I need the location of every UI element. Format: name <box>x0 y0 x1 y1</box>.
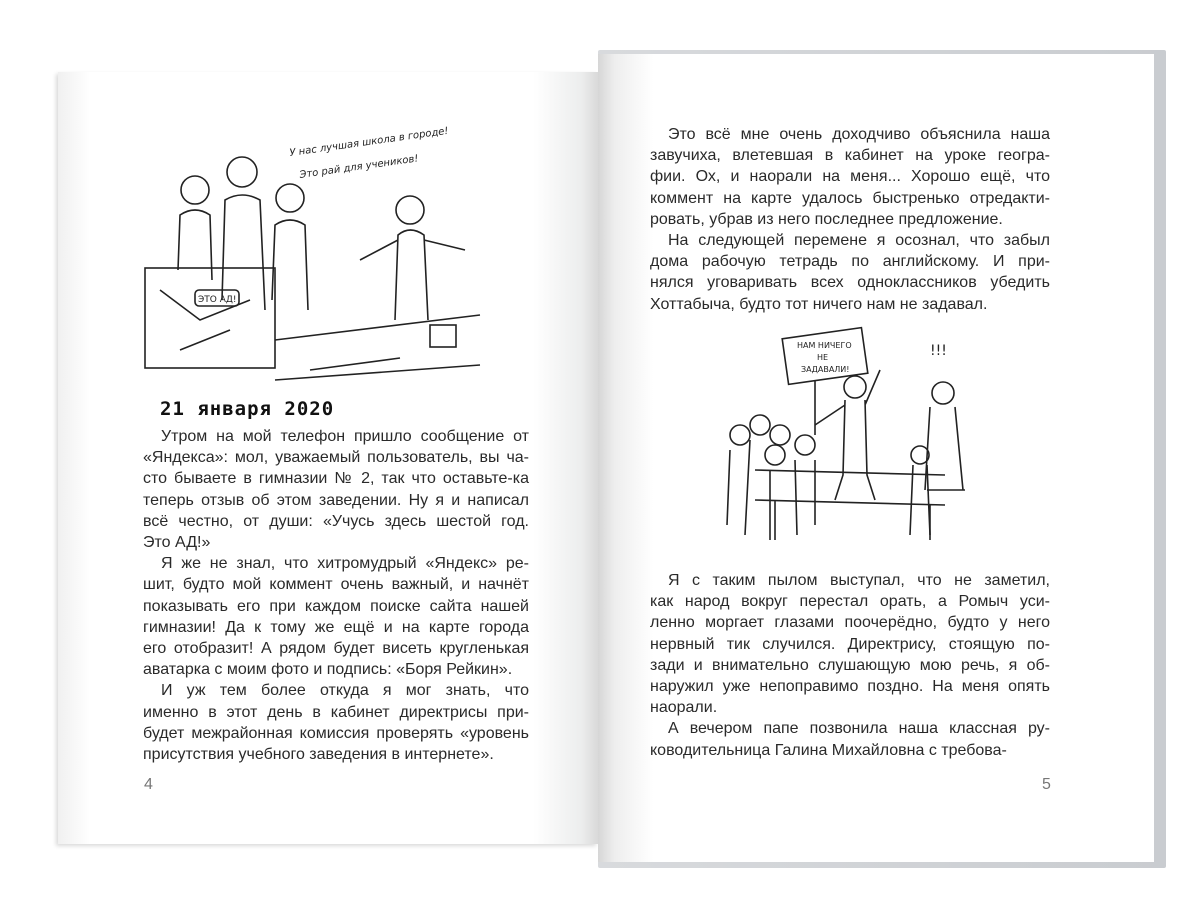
text-line: аватарка с моим фото и подпись: «Боря Рейкин». <box>143 661 513 679</box>
sign-text-2: НЕ <box>817 353 829 362</box>
text-line: наружил уже непоправимо поздно. На меня опять <box>650 678 1050 696</box>
text-line: нялся уговаривать всех одноклассников убедить <box>650 274 1050 292</box>
text-line: шит, будто мой коммент очень важный, и начнёт <box>143 576 529 594</box>
paragraph <box>143 426 529 553</box>
page-number-left: 4 <box>144 776 153 793</box>
paragraph <box>650 570 1050 718</box>
text-line: Это АД!» <box>143 534 211 552</box>
sign-text-1: НАМ НИЧЕГО <box>797 341 852 350</box>
right-page-text-bottom <box>650 570 1050 761</box>
text-line: наорали. <box>650 699 718 717</box>
sign-text-3: ЗАДАВАЛИ! <box>801 365 850 374</box>
exclaim-text: !!! <box>930 343 947 359</box>
screen-bubble-text: ЭТО АД! <box>198 295 237 305</box>
text-line: «Яндекса»: мол, уважаемый пользователь, вы ча- <box>143 449 529 467</box>
right-page-text-top <box>650 124 1050 315</box>
text-line: всё честно, от души: «Учусь здесь шестой год. <box>143 512 529 530</box>
text-line: гимназии! Да к тому же ещё и на карте города <box>143 618 529 636</box>
text-line: его отобразит! А рядом будет висеть кругленькая <box>143 640 529 658</box>
paragraph <box>143 680 529 765</box>
text-line: сто бываете в гимназии № 2, так что оставьте-ка <box>143 470 529 488</box>
text-line: показывать его при каждом поиске сайта нашей <box>143 597 529 615</box>
illustration-protest-classroom <box>715 325 1005 555</box>
text-line: Я же не знал, что хитромудрый «Яндекс» ре- <box>161 555 529 573</box>
text-line: теперь отзыв об этом заведении. Ну я и написал <box>143 491 529 509</box>
text-line: Я с таким пылом выступал, что не заметил, <box>668 572 1050 589</box>
text-line: коммент на карте удалось быстренько отредакти- <box>650 189 1050 207</box>
speech-text-1: У нас лучшая школа в городе! <box>288 125 450 159</box>
text-line: дома рабочую тетрадь по английскому. И при- <box>650 253 1050 271</box>
text-line: как народ вокруг перестал орать, а Ромыч уси- <box>650 593 1050 611</box>
text-line: ровать, убрав из него последнее предложение. <box>650 210 1003 228</box>
text-line: именно в этот день в кабинет директрисы при- <box>143 703 529 721</box>
text-line: ленно моргает глазами поочерёдно, будто у него <box>650 614 1050 632</box>
paragraph <box>143 553 529 680</box>
text-line: завучиха, влетевшая в кабинет на уроке геогра- <box>650 147 1050 165</box>
text-line: фии. Ох, и наорали на меня... Хорошо ещё, что <box>650 168 1050 186</box>
date-heading: 21 января 2020 <box>160 398 335 420</box>
text-line: Утром на мой телефон пришло сообщение от <box>161 428 529 445</box>
text-line: Хоттабыча, будто тот ничего нам не задавал. <box>650 295 988 313</box>
text-line: На следующей перемене я осознал, что забыл <box>668 232 1050 250</box>
paragraph <box>650 718 1050 760</box>
text-line: ководительница Галина Михайловна с требова- <box>650 741 1007 759</box>
illustration-school-office <box>140 120 490 395</box>
page-number-right: 5 <box>1042 776 1051 793</box>
text-line: присутствия учебного заведения в интернете». <box>143 746 494 764</box>
paragraph <box>650 230 1050 315</box>
text-line: И уж тем более откуда я мог знать, что <box>161 682 529 700</box>
paragraph <box>650 124 1050 230</box>
left-page-text <box>143 426 529 765</box>
text-line: будет межрайонная комиссия проверять «уровень <box>143 724 529 742</box>
text-line: зади и внимательно слушающую мою речь, я об- <box>650 656 1050 674</box>
speech-text-2: Это рай для учеников! <box>298 153 420 181</box>
text-line: А вечером папе позвонила наша классная ру- <box>668 720 1050 738</box>
text-line: нервный тик случился. Директрису, стоящую по- <box>650 635 1050 653</box>
text-line: Это всё мне очень доходчиво объяснила наша <box>668 126 1050 143</box>
